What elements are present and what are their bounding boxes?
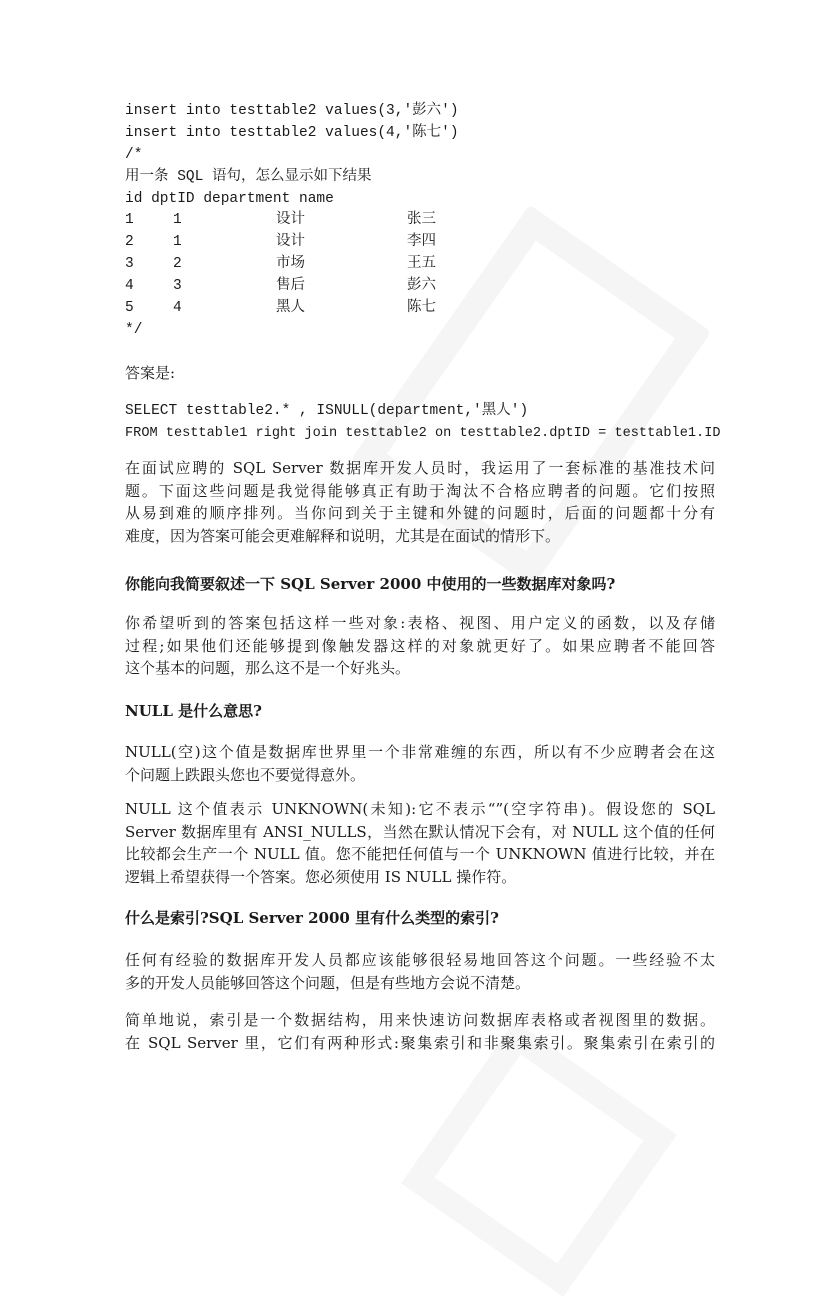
answer-label-text: 答案是: [125, 364, 176, 382]
answer-paragraph [125, 798, 715, 888]
cell-department: 售后 [276, 278, 305, 295]
text-line: 难度，因为答案可能会更难解释和说明，尤其是在面试的情形下。 [125, 526, 561, 545]
text-line: 简单地说，索引是一个数据结构，用来快速访问数据库表格或者视图里的数据。 [125, 1011, 715, 1029]
text-line: 任何有经验的数据库开发人员都应该能够很轻易地回答这个问题。一些经验不太 [125, 951, 715, 969]
cell-id: 5 [125, 300, 134, 317]
cell-name: 彭六 [407, 278, 436, 295]
text-line: 多的开发人员能够回答这个问题，但是有些地方会说不清楚。 [125, 973, 531, 992]
text-line: 个问题上跌跟头您也不要觉得意外。 [125, 765, 366, 784]
text-line: 比较都会生产一个 NULL 值。您不能把任何值与一个 UNKNOWN 值进行比较，并在 [125, 845, 715, 864]
answer-paragraph [125, 949, 715, 994]
text-line: 在 SQL Server 里，它们有两种形式:聚集索引和非聚集索引。聚集索引在索引的 [125, 1033, 715, 1052]
watermark [401, 1021, 677, 1297]
text-line: Server 数据库里有 ANSI_NULLS，当然在默认情况下会有，对 NULL 这个值的任何 [125, 822, 715, 841]
answer-label [125, 362, 715, 384]
text-line: 从易到难的顺序排列。当你问到关于主键和外键的问题时，后面的问题都十分有 [125, 504, 715, 523]
cell-name: 陈七 [407, 300, 436, 317]
table-row [125, 210, 715, 232]
text-line: NULL(空)这个值是数据库世界里一个非常难缠的东西，所以有不少应聘者会在这 [125, 743, 715, 761]
cell-dptid: 3 [173, 278, 182, 295]
answer-sql [125, 401, 721, 445]
cell-dptid: 1 [173, 234, 182, 251]
code-line: /* [125, 146, 143, 163]
text-line: 在面试应聘的 SQL Server 数据库开发人员时，我运用了一套标准的基准技术问 [125, 459, 715, 477]
code-line: */ [125, 321, 143, 338]
table-row [125, 276, 715, 298]
text-line: 题。下面这些问题是我觉得能够真正有助于淘汰不合格应聘者的问题。它们按照 [125, 481, 715, 500]
intro-paragraph [125, 457, 715, 547]
cell-department: 市场 [276, 256, 305, 273]
cell-id: 2 [125, 234, 134, 251]
code-line: SELECT testtable2.* , ISNULL(department,'黑人') [125, 403, 529, 419]
code-line: insert into testtable2 values(3,'彭六') [125, 103, 459, 119]
cell-name: 王五 [407, 256, 436, 273]
cell-department: 设计 [276, 234, 305, 251]
answer-paragraph [125, 1009, 715, 1054]
result-table [125, 210, 715, 319]
question-heading: 你能向我简要叙述一下 SQL Server 2000 中使用的一些数据库对象吗? [125, 575, 616, 593]
cell-dptid: 1 [173, 212, 182, 229]
text-line: 逻辑上希望获得一个答案。您必须使用 IS NULL 操作符。 [125, 867, 517, 886]
question-heading: NULL 是什么意思? [125, 702, 262, 720]
answer-paragraph [125, 612, 715, 680]
cell-id: 1 [125, 212, 134, 229]
table-row [125, 254, 715, 276]
answer-paragraph [125, 741, 715, 786]
cell-id: 3 [125, 256, 134, 273]
table-row [125, 298, 715, 320]
code-line: FROM testtable1 right join testtable2 on testtable2.dptID = testtable1.ID [125, 425, 721, 441]
table-row [125, 232, 715, 254]
code-line: 用一条 SQL 语句，怎么显示如下结果 [125, 168, 372, 185]
cell-department: 设计 [276, 212, 305, 229]
question-heading: 什么是索引?SQL Server 2000 里有什么类型的索引? [125, 909, 499, 927]
text-line: 这个基本的问题，那么这不是一个好兆头。 [125, 659, 411, 678]
code-line: insert into testtable2 values(4,'陈七') [125, 124, 459, 141]
text-line: 你希望听到的答案包括这样一些对象:表格、视图、用户定义的函数，以及存储 [125, 614, 715, 632]
sql-code-block [125, 101, 715, 342]
result-header: id dptID department name [125, 190, 334, 207]
cell-name: 张三 [407, 212, 436, 229]
cell-name: 李四 [407, 234, 436, 251]
cell-department: 黑人 [276, 300, 305, 317]
text-line: 过程;如果他们还能够提到像触发器这样的对象就更好了。如果应聘者不能回答 [125, 636, 715, 655]
cell-dptid: 2 [173, 256, 182, 273]
cell-dptid: 4 [173, 300, 182, 317]
text-line: NULL 这个值表示 UNKNOWN(未知):它不表示“”(空字符串)。假设您的 SQL [125, 800, 715, 818]
cell-id: 4 [125, 278, 134, 295]
